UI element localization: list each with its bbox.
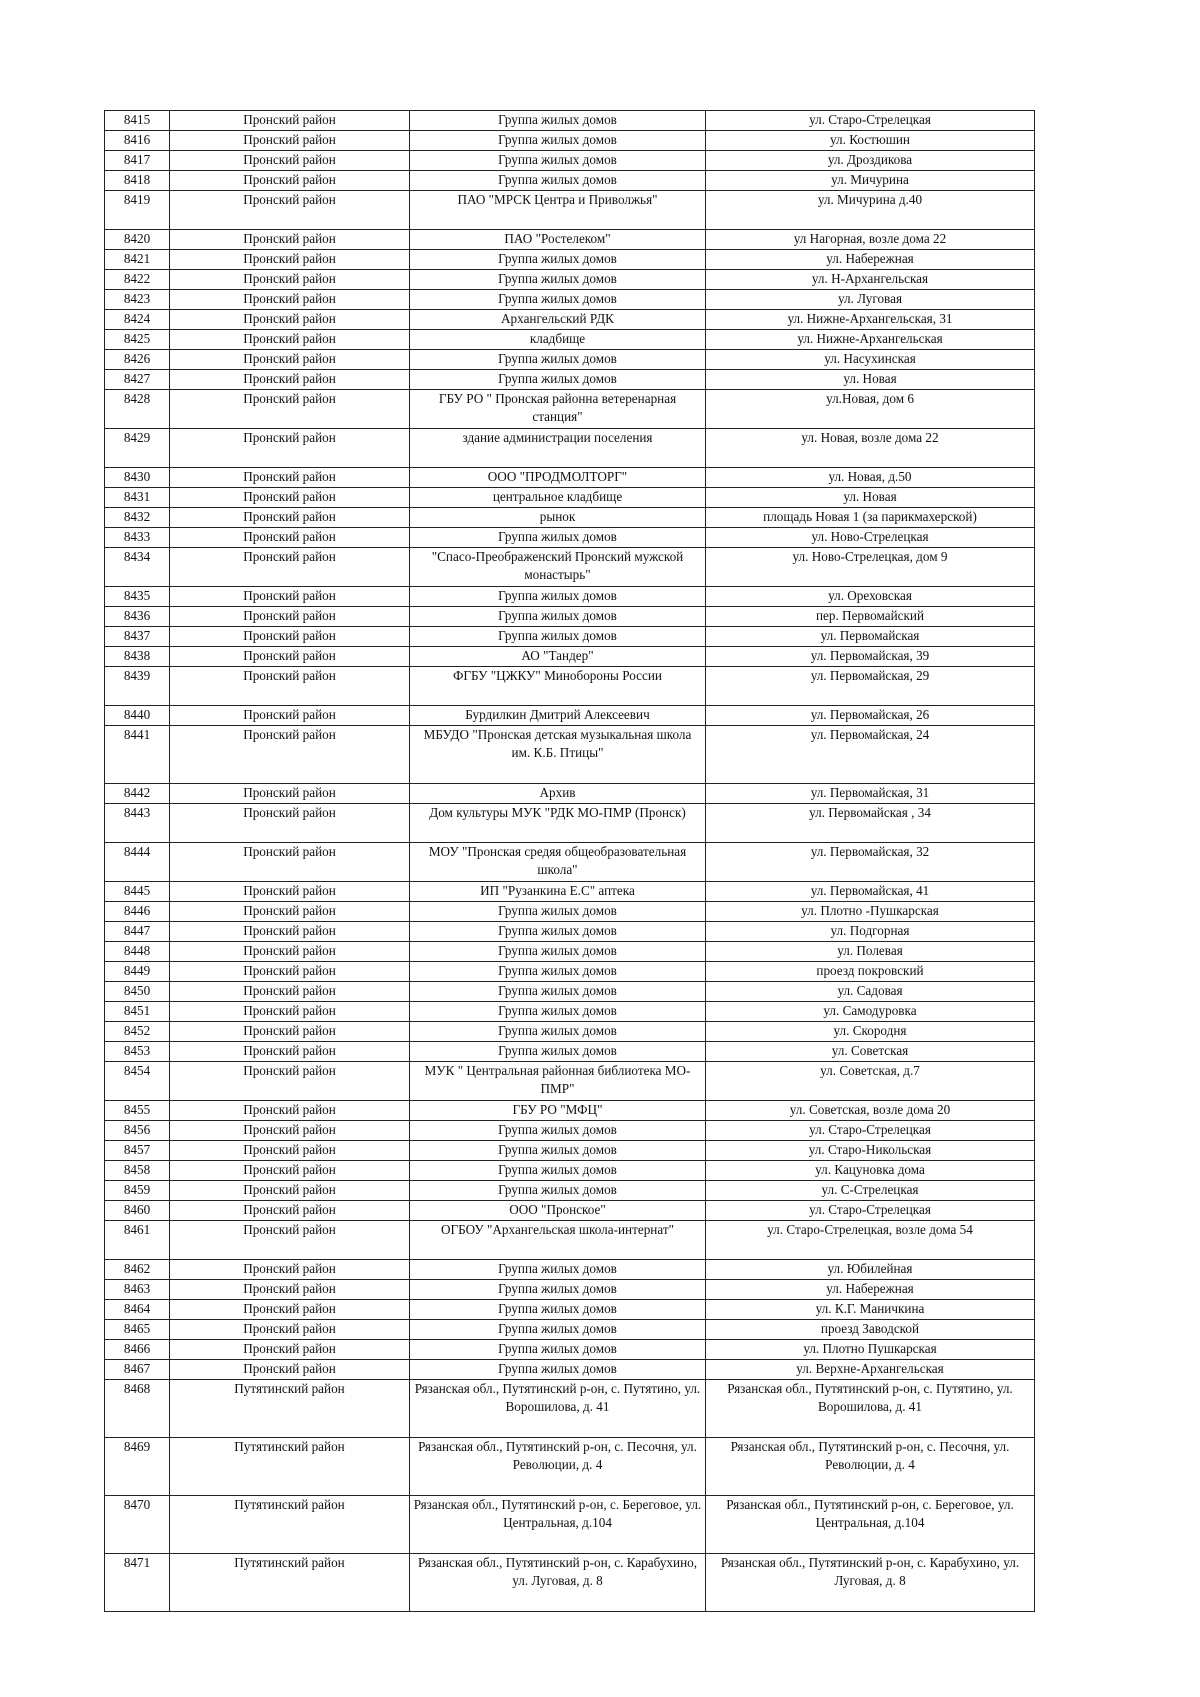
district-cell: Пронский район [170,111,410,131]
row-number: 8468 [105,1380,170,1438]
object-cell: АО "Тандер" [410,647,706,667]
row-number: 8422 [105,270,170,290]
district-cell: Пронский район [170,350,410,370]
address-cell: ул. Полевая [706,942,1035,962]
table-row [105,882,1035,902]
district-cell: Пронский район [170,390,410,429]
table-row [105,1181,1035,1201]
address-cell: ул. Костюшин [706,131,1035,151]
district-cell: Путятинский район [170,1438,410,1496]
address-cell: Рязанская обл., Путятинский р-он, с. Береговое, ул. Центральная, д.104 [706,1496,1035,1554]
table-row [105,468,1035,488]
table-row [105,1201,1035,1221]
district-cell: Пронский район [170,1360,410,1380]
district-cell: Пронский район [170,528,410,548]
district-cell: Пронский район [170,882,410,902]
address-cell: Рязанская обл., Путятинский р-он, с. Песочня, ул. Революции, д. 4 [706,1438,1035,1496]
object-cell: Группа жилых домов [410,1320,706,1340]
row-number: 8442 [105,784,170,804]
row-number: 8434 [105,548,170,587]
address-cell: ул. Старо-Стрелецкая [706,1201,1035,1221]
address-cell: площадь Новая 1 (за парикмахерской) [706,508,1035,528]
object-cell: ООО "ПРОДМОЛТОРГ" [410,468,706,488]
address-cell: ул. Юбилейная [706,1260,1035,1280]
row-number: 8463 [105,1280,170,1300]
object-cell: Группа жилых домов [410,528,706,548]
table-row [105,804,1035,843]
address-cell: ул. Нижне-Архангельская, 31 [706,310,1035,330]
address-cell: ул. Первомайская, 26 [706,706,1035,726]
table-row [105,151,1035,171]
address-cell: Рязанская обл., Путятинский р-он, с. Карабухино, ул. Луговая, д. 8 [706,1554,1035,1612]
table-row [105,370,1035,390]
row-number: 8441 [105,726,170,784]
table-row [105,230,1035,250]
district-cell: Пронский район [170,191,410,230]
district-cell: Пронский район [170,1280,410,1300]
table-row [105,1161,1035,1181]
registry-table [104,110,1035,1612]
object-cell: кладбище [410,330,706,350]
object-cell: Группа жилых домов [410,350,706,370]
row-number: 8470 [105,1496,170,1554]
row-number: 8466 [105,1340,170,1360]
address-cell: ул. Советская [706,1042,1035,1062]
table-row [105,171,1035,191]
address-cell: ул. Луговая [706,290,1035,310]
address-cell: ул. Н-Архангельская [706,270,1035,290]
object-cell: Группа жилых домов [410,962,706,982]
row-number: 8437 [105,627,170,647]
object-cell: Группа жилых домов [410,942,706,962]
table-row [105,607,1035,627]
row-number: 8443 [105,804,170,843]
row-number: 8438 [105,647,170,667]
row-number: 8439 [105,667,170,706]
row-number: 8428 [105,390,170,429]
table-row [105,942,1035,962]
row-number: 8418 [105,171,170,191]
object-cell: Группа жилых домов [410,1181,706,1201]
row-number: 8456 [105,1121,170,1141]
address-cell: ул. Новая [706,370,1035,390]
table-row [105,1320,1035,1340]
table-row [105,330,1035,350]
address-cell: ул. Советская, возле дома 20 [706,1101,1035,1121]
table-row [105,627,1035,647]
object-cell: Рязанская обл., Путятинский р-он, с. Песочня, ул. Революции, д. 4 [410,1438,706,1496]
table-row [105,350,1035,370]
table-row [105,902,1035,922]
address-cell: ул. Плотно Пушкарская [706,1340,1035,1360]
row-number: 8455 [105,1101,170,1121]
district-cell: Пронский район [170,962,410,982]
object-cell: Группа жилых домов [410,1340,706,1360]
address-cell: ул. Новая [706,488,1035,508]
table-row [105,111,1035,131]
district-cell: Пронский район [170,726,410,784]
address-cell: ул. Первомайская, 39 [706,647,1035,667]
object-cell: Группа жилых домов [410,1022,706,1042]
object-cell: МБУДО "Пронская детская музыкальная школа им. К.Б. Птицы" [410,726,706,784]
table-row [105,310,1035,330]
district-cell: Пронский район [170,1221,410,1260]
row-number: 8467 [105,1360,170,1380]
table-row [105,962,1035,982]
object-cell: Группа жилых домов [410,587,706,607]
district-cell: Пронский район [170,370,410,390]
district-cell: Пронский район [170,587,410,607]
object-cell: Бурдилкин Дмитрий Алексеевич [410,706,706,726]
district-cell: Путятинский район [170,1380,410,1438]
address-cell: ул. Ново-Стрелецкая [706,528,1035,548]
address-cell: ул. Нижне-Архангельская [706,330,1035,350]
address-cell: ул. Первомайская [706,627,1035,647]
district-cell: Пронский район [170,706,410,726]
row-number: 8459 [105,1181,170,1201]
row-number: 8444 [105,843,170,882]
district-cell: Пронский район [170,1062,410,1101]
address-cell: ул. К.Г. Маничкина [706,1300,1035,1320]
table-row [105,1340,1035,1360]
district-cell: Пронский район [170,250,410,270]
row-number: 8429 [105,429,170,468]
row-number: 8436 [105,607,170,627]
district-cell: Пронский район [170,488,410,508]
table-row [105,706,1035,726]
row-number: 8427 [105,370,170,390]
row-number: 8454 [105,1062,170,1101]
object-cell: Группа жилых домов [410,1121,706,1141]
row-number: 8447 [105,922,170,942]
address-cell: ул. Верхне-Архангельская [706,1360,1035,1380]
district-cell: Путятинский район [170,1496,410,1554]
address-cell: ул. Набережная [706,250,1035,270]
district-cell: Пронский район [170,270,410,290]
district-cell: Пронский район [170,290,410,310]
district-cell: Пронский район [170,171,410,191]
district-cell: Пронский район [170,1340,410,1360]
address-cell: ул Нагорная, возле дома 22 [706,230,1035,250]
district-cell: Пронский район [170,843,410,882]
row-number: 8424 [105,310,170,330]
address-cell: ул. Первомайская, 41 [706,882,1035,902]
object-cell: Группа жилых домов [410,1042,706,1062]
object-cell: Группа жилых домов [410,1360,706,1380]
address-cell: ул. Дроздикова [706,151,1035,171]
address-cell: ул. Ореховская [706,587,1035,607]
district-cell: Пронский район [170,1101,410,1121]
row-number: 8435 [105,587,170,607]
table-row [105,1260,1035,1280]
district-cell: Пронский район [170,1181,410,1201]
object-cell: Рязанская обл., Путятинский р-он, с. Карабухино, ул. Луговая, д. 8 [410,1554,706,1612]
table-row [105,1002,1035,1022]
row-number: 8450 [105,982,170,1002]
table-row [105,390,1035,429]
row-number: 8425 [105,330,170,350]
object-cell: ИП "Рузанкина Е.С" аптека [410,882,706,902]
row-number: 8426 [105,350,170,370]
object-cell: Группа жилых домов [410,1280,706,1300]
registry-table-body [105,111,1035,1612]
object-cell: ГБУ РО " Пронская районна ветеренарная станция" [410,390,706,429]
address-cell: ул. Скородня [706,1022,1035,1042]
object-cell: рынок [410,508,706,528]
address-cell: ул. Первомайская, 24 [706,726,1035,784]
table-row [105,1121,1035,1141]
table-row [105,290,1035,310]
table-row [105,1360,1035,1380]
object-cell: Группа жилых домов [410,290,706,310]
table-row [105,1022,1035,1042]
address-cell: ул. Плотно -Пушкарская [706,902,1035,922]
district-cell: Пронский район [170,922,410,942]
object-cell: Группа жилых домов [410,982,706,1002]
table-row [105,270,1035,290]
row-number: 8465 [105,1320,170,1340]
row-number: 8471 [105,1554,170,1612]
address-cell: проезд покровский [706,962,1035,982]
table-row [105,1280,1035,1300]
address-cell: ул. Новая, возле дома 22 [706,429,1035,468]
object-cell: ПАО "Ростелеком" [410,230,706,250]
table-row [105,1496,1035,1554]
address-cell: ул. Первомайская, 29 [706,667,1035,706]
district-cell: Пронский район [170,667,410,706]
object-cell: Группа жилых домов [410,111,706,131]
object-cell: Группа жилых домов [410,607,706,627]
address-cell: Рязанская обл., Путятинский р-он, с. Путятино, ул. Ворошилова, д. 41 [706,1380,1035,1438]
address-cell: ул. Первомайская, 31 [706,784,1035,804]
district-cell: Пронский район [170,804,410,843]
row-number: 8452 [105,1022,170,1042]
row-number: 8461 [105,1221,170,1260]
table-row [105,250,1035,270]
object-cell: Дом культуры МУК "РДК МО-ПМР (Пронск) [410,804,706,843]
row-number: 8440 [105,706,170,726]
address-cell: ул. Мичурина д.40 [706,191,1035,230]
object-cell: Группа жилых домов [410,151,706,171]
row-number: 8416 [105,131,170,151]
row-number: 8457 [105,1141,170,1161]
table-row [105,587,1035,607]
object-cell: Группа жилых домов [410,131,706,151]
address-cell: ул. Старо-Никольская [706,1141,1035,1161]
address-cell: ул. Новая, д.50 [706,468,1035,488]
address-cell: пер. Первомайский [706,607,1035,627]
row-number: 8431 [105,488,170,508]
object-cell: Рязанская обл., Путятинский р-он, с. Путятино, ул. Ворошилова, д. 41 [410,1380,706,1438]
district-cell: Пронский район [170,1022,410,1042]
row-number: 8420 [105,230,170,250]
district-cell: Пронский район [170,508,410,528]
row-number: 8462 [105,1260,170,1280]
table-row [105,1380,1035,1438]
table-row [105,1141,1035,1161]
address-cell: ул. Садовая [706,982,1035,1002]
object-cell: "Спасо-Преображенский Пронский мужской монастырь" [410,548,706,587]
address-cell: ул. Советская, д.7 [706,1062,1035,1101]
district-cell: Пронский район [170,627,410,647]
address-cell: ул. Насухинская [706,350,1035,370]
district-cell: Пронский район [170,647,410,667]
table-row [105,726,1035,784]
object-cell: Архив [410,784,706,804]
address-cell: ул. Старо-Стрелецкая, возле дома 54 [706,1221,1035,1260]
address-cell: ул. Набережная [706,1280,1035,1300]
object-cell: центральное кладбище [410,488,706,508]
row-number: 8432 [105,508,170,528]
table-row [105,1300,1035,1320]
table-row [105,191,1035,230]
district-cell: Пронский район [170,982,410,1002]
district-cell: Пронский район [170,151,410,171]
object-cell: Группа жилых домов [410,1141,706,1161]
row-number: 8449 [105,962,170,982]
row-number: 8433 [105,528,170,548]
address-cell: ул. Самодуровка [706,1002,1035,1022]
row-number: 8415 [105,111,170,131]
table-row [105,1101,1035,1121]
district-cell: Пронский район [170,468,410,488]
address-cell: ул. Первомайская, 32 [706,843,1035,882]
district-cell: Пронский район [170,1002,410,1022]
object-cell: ООО "Пронское" [410,1201,706,1221]
district-cell: Пронский район [170,131,410,151]
object-cell: ФГБУ "ЦЖКУ" Минобороны России [410,667,706,706]
table-row [105,1042,1035,1062]
address-cell: ул. Первомайская , 34 [706,804,1035,843]
table-row [105,784,1035,804]
table-row [105,1062,1035,1101]
table-row [105,1554,1035,1612]
object-cell: Рязанская обл., Путятинский р-он, с. Береговое, ул. Центральная, д.104 [410,1496,706,1554]
object-cell: Группа жилых домов [410,627,706,647]
district-cell: Пронский район [170,1141,410,1161]
address-cell: ул.Новая, дом 6 [706,390,1035,429]
object-cell: Группа жилых домов [410,1260,706,1280]
district-cell: Пронский район [170,784,410,804]
district-cell: Пронский район [170,1161,410,1181]
table-row [105,488,1035,508]
district-cell: Пронский район [170,1121,410,1141]
address-cell: ул. С-Стрелецкая [706,1181,1035,1201]
table-row [105,528,1035,548]
row-number: 8464 [105,1300,170,1320]
row-number: 8453 [105,1042,170,1062]
district-cell: Пронский район [170,607,410,627]
table-row [105,1438,1035,1496]
row-number: 8458 [105,1161,170,1181]
object-cell: здание администрации поселения [410,429,706,468]
district-cell: Пронский район [170,1300,410,1320]
table-row [105,1221,1035,1260]
object-cell: МОУ "Пронская средяя общеобразовательная школа" [410,843,706,882]
district-cell: Пронский район [170,429,410,468]
address-cell: ул. Мичурина [706,171,1035,191]
district-cell: Пронский район [170,310,410,330]
row-number: 8445 [105,882,170,902]
district-cell: Путятинский район [170,1554,410,1612]
district-cell: Пронский район [170,230,410,250]
district-cell: Пронский район [170,1260,410,1280]
object-cell: ГБУ РО "МФЦ" [410,1101,706,1121]
address-cell: ул. Ново-Стрелецкая, дом 9 [706,548,1035,587]
district-cell: Пронский район [170,1320,410,1340]
object-cell: Группа жилых домов [410,270,706,290]
district-cell: Пронский район [170,548,410,587]
object-cell: Группа жилых домов [410,1300,706,1320]
district-cell: Пронский район [170,902,410,922]
object-cell: ОГБОУ "Архангельская школа-интернат" [410,1221,706,1260]
address-cell: ул. Старо-Стрелецкая [706,1121,1035,1141]
object-cell: ПАО "МРСК Центра и Приволжья" [410,191,706,230]
district-cell: Пронский район [170,330,410,350]
table-row [105,843,1035,882]
object-cell: Группа жилых домов [410,370,706,390]
row-number: 8421 [105,250,170,270]
object-cell: Группа жилых домов [410,1002,706,1022]
row-number: 8448 [105,942,170,962]
district-cell: Пронский район [170,1042,410,1062]
row-number: 8417 [105,151,170,171]
address-cell: проезд Заводской [706,1320,1035,1340]
table-row [105,982,1035,1002]
row-number: 8419 [105,191,170,230]
table-row [105,429,1035,468]
table-row [105,131,1035,151]
object-cell: Группа жилых домов [410,922,706,942]
row-number: 8451 [105,1002,170,1022]
object-cell: Группа жилых домов [410,250,706,270]
table-row [105,508,1035,528]
row-number: 8430 [105,468,170,488]
row-number: 8446 [105,902,170,922]
table-row [105,548,1035,587]
object-cell: МУК " Центральная районная библиотека МО-ПМР" [410,1062,706,1101]
object-cell: Архангельский РДК [410,310,706,330]
object-cell: Группа жилых домов [410,1161,706,1181]
row-number: 8460 [105,1201,170,1221]
object-cell: Группа жилых домов [410,171,706,191]
address-cell: ул. Кацуновка дома [706,1161,1035,1181]
table-row [105,667,1035,706]
row-number: 8423 [105,290,170,310]
address-cell: ул. Подгорная [706,922,1035,942]
address-cell: ул. Старо-Стрелецкая [706,111,1035,131]
district-cell: Пронский район [170,1201,410,1221]
row-number: 8469 [105,1438,170,1496]
table-row [105,922,1035,942]
object-cell: Группа жилых домов [410,902,706,922]
district-cell: Пронский район [170,942,410,962]
table-row [105,647,1035,667]
